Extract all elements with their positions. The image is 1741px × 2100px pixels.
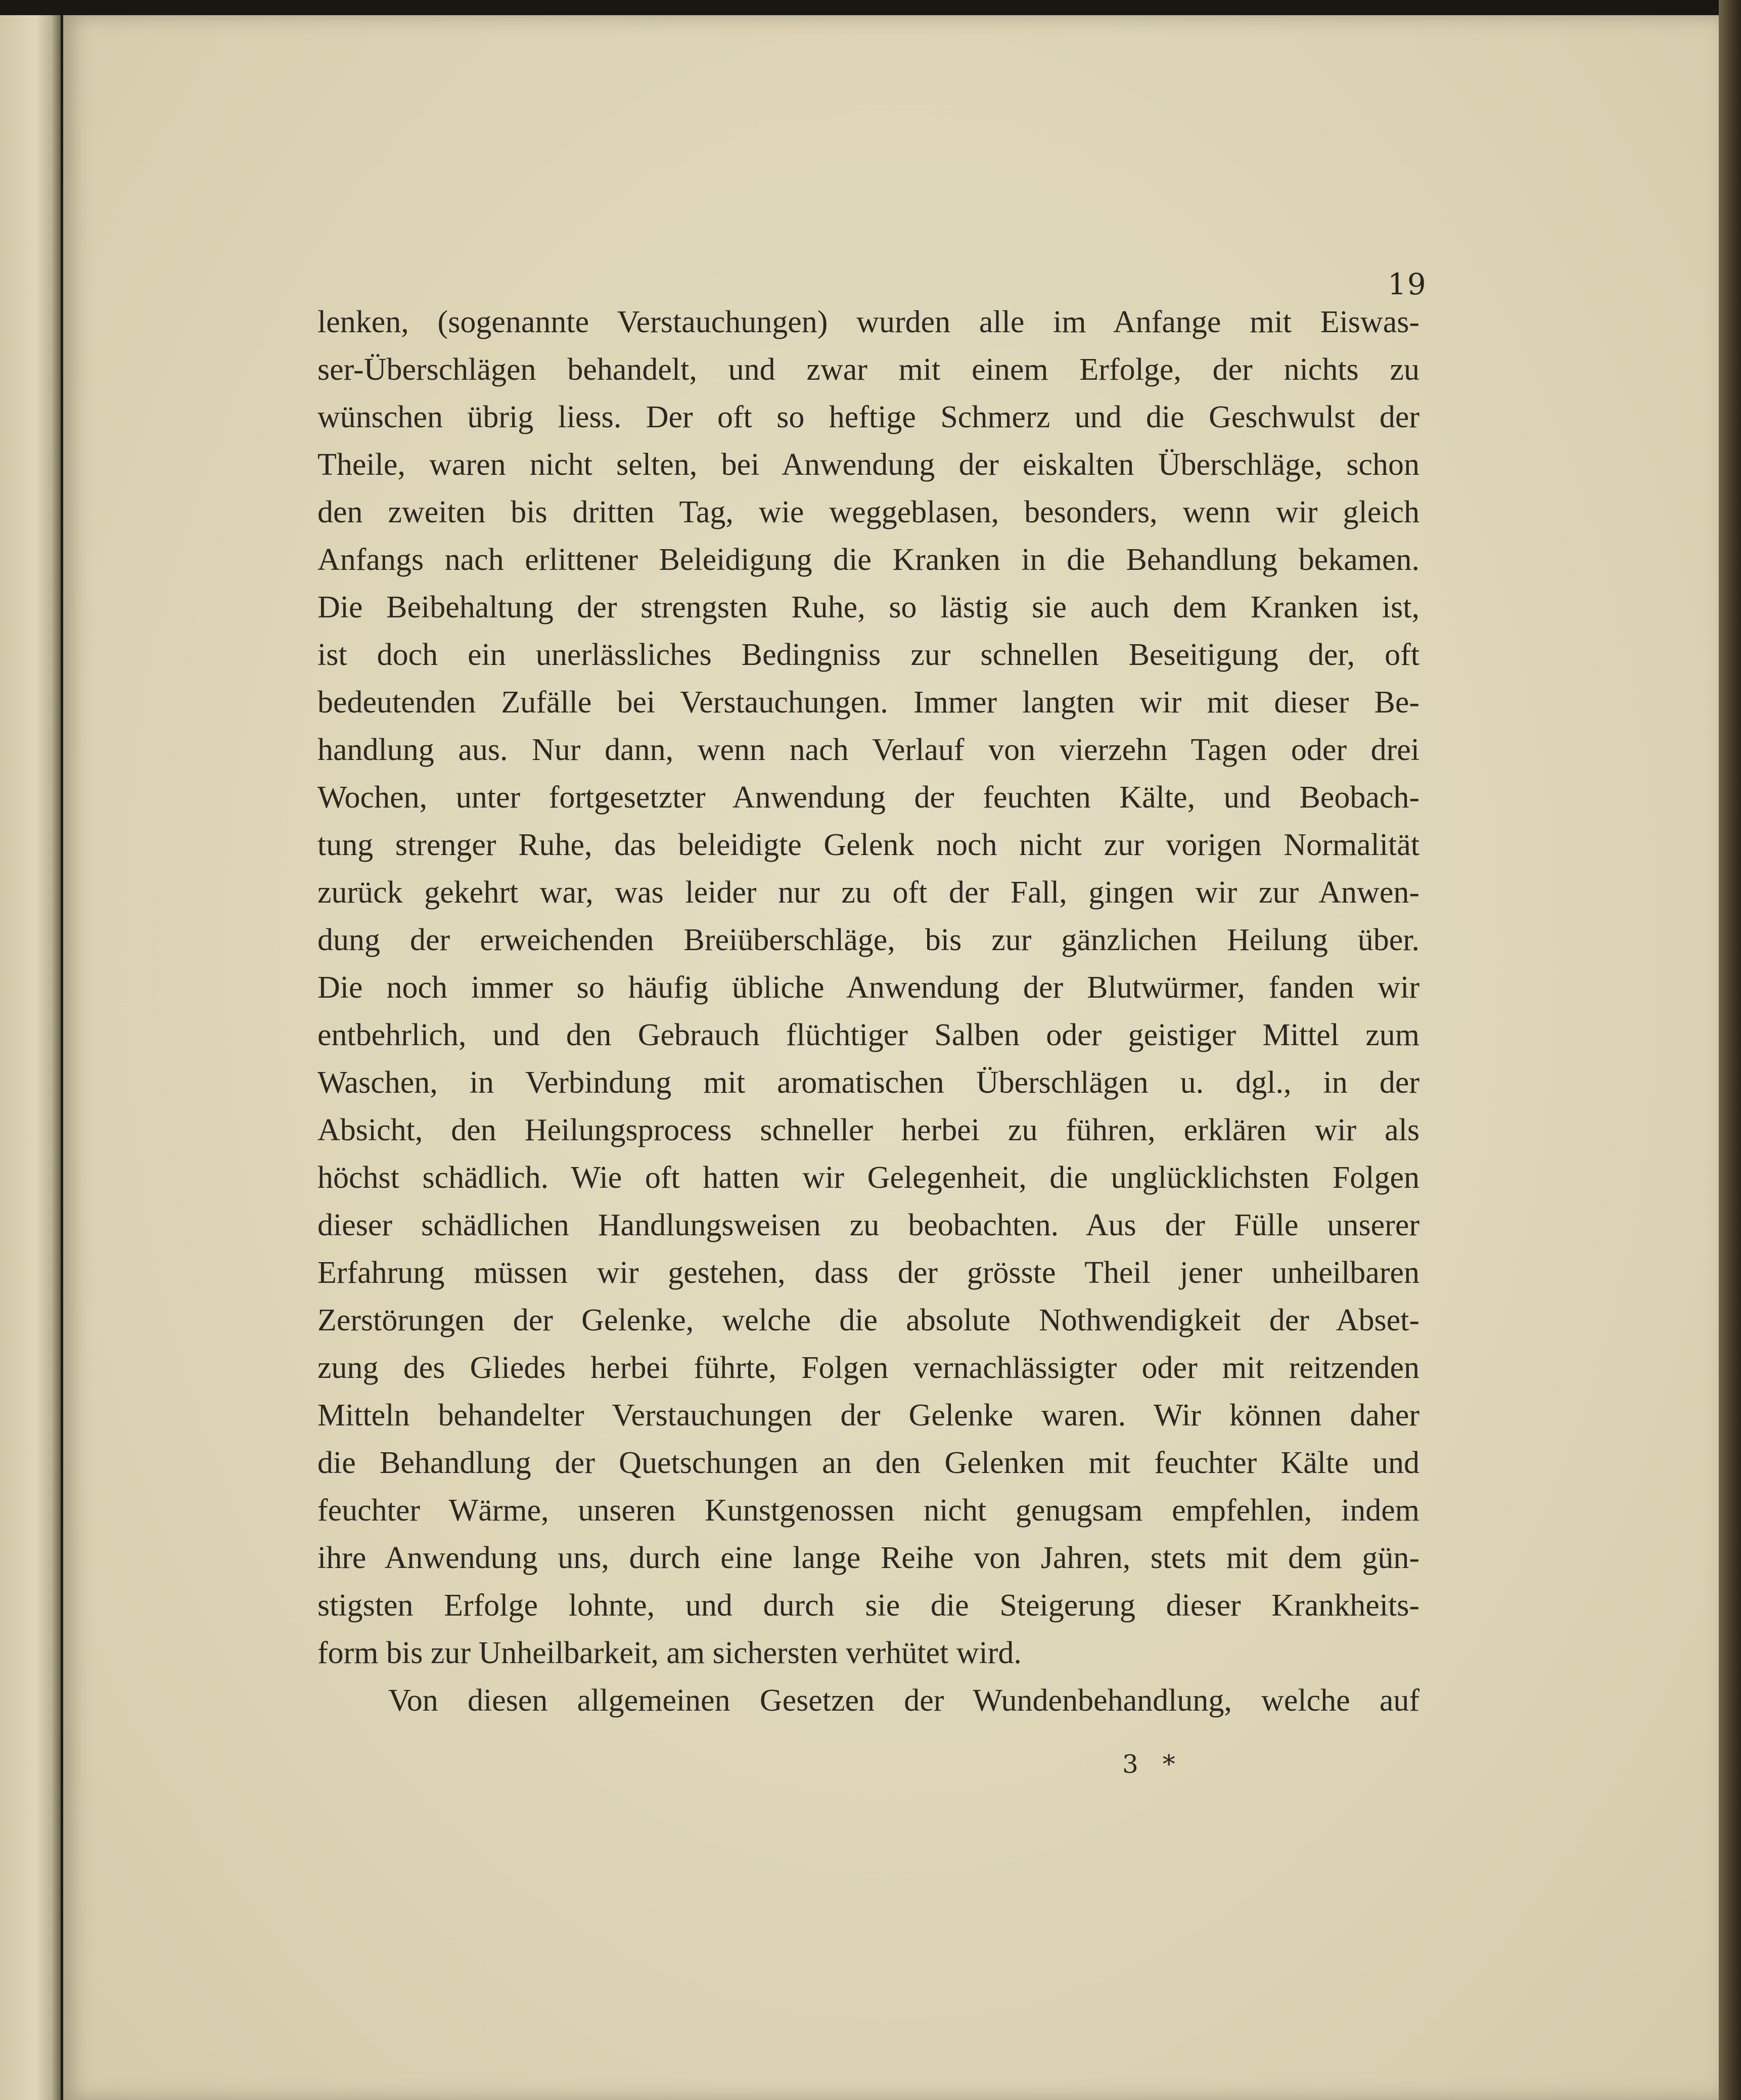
text-line: tung strenger Ruhe, das beleidigte Gelenk noch nicht zur vorigen Normalität	[317, 828, 1419, 862]
text-line: Mitteln behandelter Verstauchungen der Gelenke waren. Wir können daher	[317, 1398, 1419, 1433]
text-line: Anfangs nach erlittener Beleidigung die Kranken in die Behandlung bekamen.	[317, 543, 1419, 577]
text-line: dieser schädlichen Handlungsweisen zu beobachten. Aus der Fülle unserer	[317, 1208, 1419, 1242]
text-line: Die noch immer so häufig übliche Anwendung der Blutwürmer, fanden wir	[317, 970, 1419, 1005]
text-line: zung des Gliedes herbei führte, Folgen vernachlässigter oder mit reitzenden	[317, 1351, 1419, 1385]
text-line: feuchter Wärme, unseren Kunstgenossen nicht genugsam empfehlen, indem	[317, 1493, 1419, 1528]
text-line: Waschen, in Verbindung mit aromatischen Überschlägen u. dgl., in der	[317, 1065, 1419, 1100]
text-line: Die Beibehaltung der strengsten Ruhe, so lästig sie auch dem Kranken ist,	[317, 590, 1419, 624]
top-scan-edge	[0, 0, 1741, 15]
text-line: Theile, waren nicht selten, bei Anwendung der eiskalten Überschläge, schon	[317, 448, 1419, 482]
text-line-paragraph-end: form bis zur Unheilbarkeit, am sichersten verhütet wird.	[317, 1636, 1022, 1670]
text-line-paragraph-start: Von diesen allgemeinen Gesetzen der Wundenbehandlung, welche auf	[388, 1683, 1419, 1718]
page-number: 19	[1388, 267, 1427, 301]
printer-signature-mark: 3 *	[1122, 1750, 1183, 1779]
text-line: wünschen übrig liess. Der oft so heftige Schmerz und die Geschwulst der	[317, 400, 1419, 434]
text-line: Absicht, den Heilungsprocess schneller herbei zu führen, erklären wir als	[317, 1113, 1419, 1147]
book-cover-edge	[1719, 0, 1741, 2100]
text-line: ist doch ein unerlässliches Bedingniss zur schnellen Beseitigung der, oft	[317, 638, 1419, 672]
text-line: Erfahrung müssen wir gestehen, dass der grösste Theil jener unheilbaren	[317, 1256, 1419, 1290]
text-line: dung der erweichenden Breiüberschläge, bis zur gänzlichen Heilung über.	[317, 923, 1419, 957]
text-line: den zweiten bis dritten Tag, wie weggeblasen, besonders, wenn wir gleich	[317, 495, 1419, 529]
body-text	[317, 298, 1419, 1724]
text-line: ihre Anwendung uns, durch eine lange Reihe von Jahren, stets mit dem gün-	[317, 1541, 1419, 1575]
text-line: stigsten Erfolge lohnte, und durch sie die Steigerung dieser Krankheits-	[317, 1588, 1419, 1623]
text-line: ser-Überschlägen behandelt, und zwar mit einem Erfolge, der nichts zu	[317, 352, 1419, 387]
text-line: lenken, (sogenannte Verstauchungen) wurden alle im Anfange mit Eiswas-	[317, 305, 1419, 339]
text-line: bedeutenden Zufälle bei Verstauchungen. Immer langten wir mit dieser Be-	[317, 685, 1419, 720]
text-line: die Behandlung der Quetschungen an den Gelenken mit feuchter Kälte und	[317, 1446, 1419, 1480]
text-line: höchst schädlich. Wie oft hatten wir Gelegenheit, die unglücklichsten Folgen	[317, 1160, 1419, 1195]
text-line: zurück gekehrt war, was leider nur zu oft der Fall, gingen wir zur Anwen-	[317, 875, 1419, 910]
text-line: entbehrlich, und den Gebrauch flüchtiger Salben oder geistiger Mittel zum	[317, 1018, 1419, 1052]
text-line: Wochen, unter fortgesetzter Anwendung der feuchten Kälte, und Beobach-	[317, 780, 1419, 815]
text-line: handlung aus. Nur dann, wenn nach Verlauf von vierzehn Tagen oder drei	[317, 733, 1419, 767]
text-line: Zerstörungen der Gelenke, welche die absolute Nothwendigkeit der Abset-	[317, 1303, 1419, 1337]
left-page-edge	[0, 15, 61, 2100]
